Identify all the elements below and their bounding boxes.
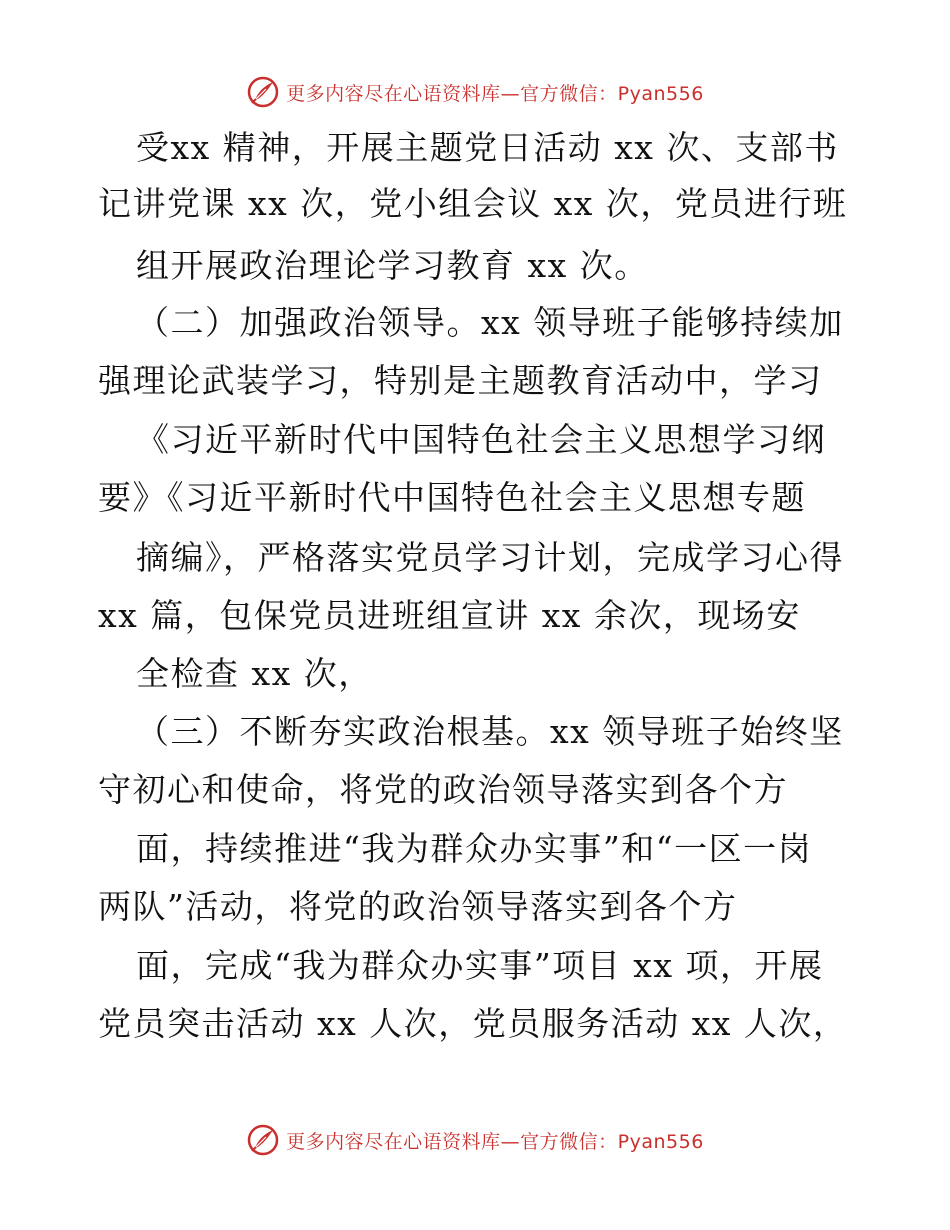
body-line-8: 摘编》，严格落实党员学习计划，完成学习心得 [136,538,844,577]
body-line-15: 面，完成“我为群众办实事”项目 xx 项，开展 [136,946,824,985]
header-watermark [0,72,950,112]
body-line-9: xx 篇，包保党员进班组宣讲 xx 余次，现场安 [98,596,801,635]
body-line-11: （三）不断夯实政治根基。xx 领导班子始终坚 [136,712,844,751]
body-line-14: 两队”活动，将党的政治领导落实到各个方 [98,887,738,926]
body-line-6: 《习近平新时代中国特色社会主义思想学习纲 [136,420,826,459]
body-line-12: 守初心和使命，将党的政治领导落实到各个方 [98,770,788,809]
body-line-7: 要》《习近平新时代中国特色社会主义思想专题 [98,478,806,517]
body-line-1: 受xx 精神，开展主题党日活动 xx 次、支部书 [136,128,839,167]
watermark-text: 更多内容尽在心语资料库—官方微信：Pyan556 [286,1130,704,1153]
body-line-13: 面，持续推进“我为群众办实事”和“一区一岗 [136,829,813,868]
body-line-2: 记讲党课 xx 次，党小组会议 xx 次，党员进行班 [98,184,848,223]
body-line-16: 党员突击活动 xx 人次，党员服务活动 xx 人次， [98,1004,848,1043]
body-line-3: 组开展政治理论学习教育 xx 次。 [136,246,649,285]
watermark-text: 更多内容尽在心语资料库—官方微信：Pyan556 [286,82,704,105]
body-line-5: 强理论武装学习，特别是主题教育活动中，学习 [98,361,823,400]
footer-watermark [0,1120,950,1160]
feather-logo-icon [246,75,280,109]
body-line-4: （二）加强政治领导。xx 领导班子能够持续加 [136,303,844,342]
body-line-10: 全检查 xx 次， [136,654,373,693]
feather-logo-icon [246,1123,280,1157]
